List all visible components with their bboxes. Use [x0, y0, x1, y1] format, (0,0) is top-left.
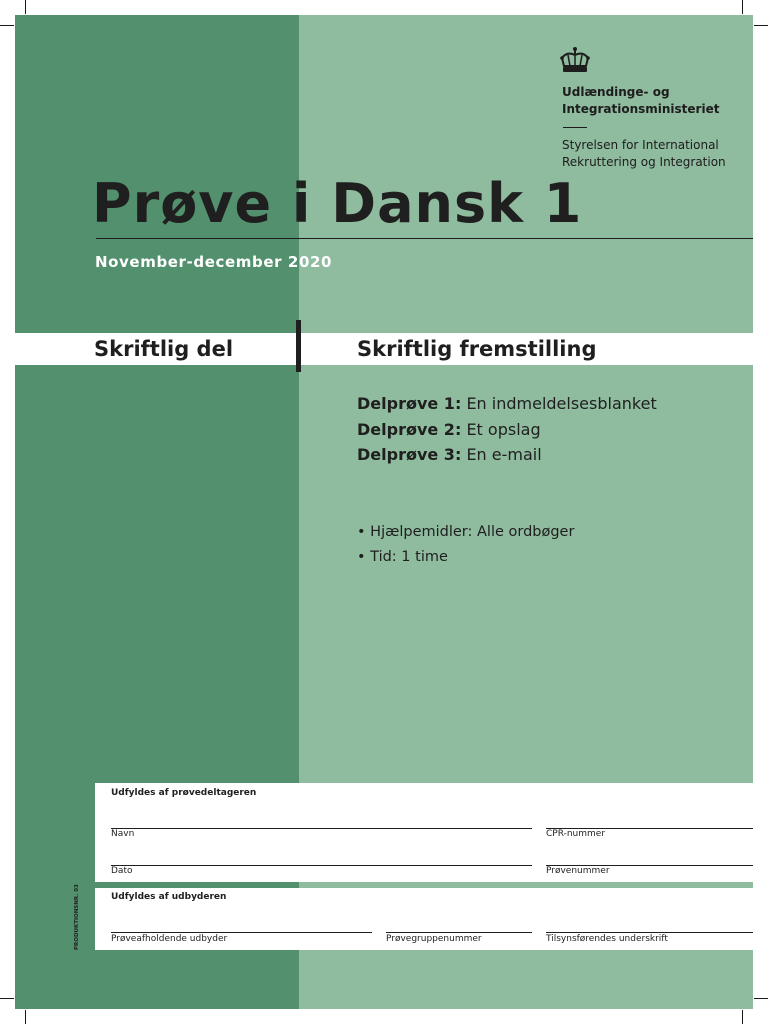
name-label: Navn	[111, 829, 135, 839]
rule-time: • Tid: 1 time	[357, 549, 448, 565]
exam-rules-list	[357, 520, 574, 570]
name-field[interactable]	[111, 828, 532, 829]
ministry-name-line1: Udlændinge- og	[562, 85, 670, 99]
crop-mark-bottom-right-h	[754, 998, 768, 999]
crop-mark-bottom-left-v	[25, 1010, 26, 1024]
title-underline	[96, 238, 753, 239]
subtest-item-1	[357, 391, 657, 417]
ministry-name-line2: Integrationsministeriet	[562, 102, 720, 116]
form-heading-provider: Udfyldes af udbyderen	[111, 892, 227, 902]
exam-period: November-december 2020	[95, 253, 333, 271]
form-heading-candidate: Udfyldes af prøvedeltageren	[111, 788, 257, 798]
subtest-label: Delprøve 3:	[357, 445, 462, 464]
section-label-written-part: Skriftlig del	[94, 337, 234, 361]
provider-field[interactable]	[111, 932, 372, 933]
band-divider	[296, 320, 301, 372]
group-number-field[interactable]	[386, 932, 532, 933]
crop-mark-bottom-left-h	[0, 998, 14, 999]
group-number-label: Prøvegruppenummer	[386, 934, 482, 944]
royal-crown-icon	[558, 46, 592, 76]
crop-mark-top-left-v	[25, 0, 26, 14]
date-field[interactable]	[111, 865, 532, 866]
agency-name-line1: Styrelsen for International	[562, 138, 719, 152]
subtest-label: Delprøve 1:	[357, 394, 462, 413]
test-number-label: Prøvenummer	[546, 866, 610, 876]
subtest-text: En e-mail	[466, 445, 542, 464]
page-title: Prøve i Dansk 1	[92, 172, 583, 235]
subtest-list	[357, 391, 657, 468]
agency-name-line2: Rekruttering og Integration	[562, 155, 726, 169]
rule-aids: • Hjælpemidler: Alle ordbøger	[357, 524, 575, 540]
provider-label: Prøveafholdende udbyder	[111, 934, 228, 944]
production-number: PRODUKTIONSNR. 03	[74, 884, 80, 950]
date-label: Dato	[111, 866, 133, 876]
crop-mark-top-right-h	[754, 25, 768, 26]
subtest-item-3	[357, 442, 657, 468]
cpr-label: CPR-nummer	[546, 829, 606, 839]
subtest-text: Et opslag	[466, 419, 541, 439]
crop-mark-top-right-v	[742, 0, 743, 14]
logo-divider	[563, 127, 587, 128]
subtest-item-2	[357, 417, 657, 443]
supervisor-signature-label: Tilsynsførendes underskrift	[546, 934, 668, 944]
crop-mark-bottom-right-v	[742, 1010, 743, 1024]
crop-mark-top-left-h	[0, 25, 14, 26]
section-label-written-composition: Skriftlig fremstilling	[357, 337, 597, 361]
supervisor-signature-field[interactable]	[546, 932, 753, 933]
subtest-label: Delprøve 2:	[357, 419, 462, 439]
subtest-text: En indmeldelsesblanket	[466, 394, 657, 413]
